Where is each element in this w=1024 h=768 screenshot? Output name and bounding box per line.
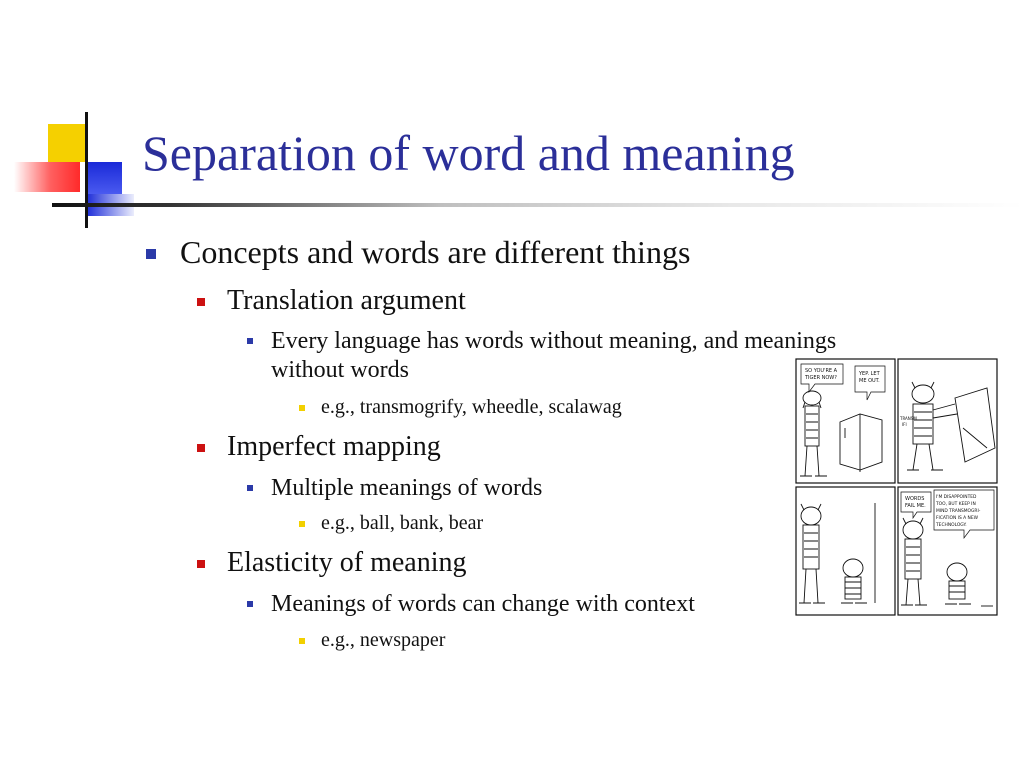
- title-underline: [52, 203, 1024, 207]
- bullet-text: Multiple meanings of words: [271, 475, 543, 501]
- bullet-text: Meanings of words can change with context: [271, 591, 695, 617]
- bullet-text: e.g., newspaper: [321, 629, 446, 651]
- decorative-yellow-square: [48, 124, 86, 162]
- bullet-level-3: [271, 474, 542, 503]
- slide-title: Separation of word and meaning: [142, 125, 795, 181]
- comic-box-label: IFI: [902, 422, 907, 427]
- comic-bubble-line: TECHNOLOGY.: [936, 523, 967, 528]
- bullet-square-icon: [197, 444, 205, 452]
- bullet-text: Elasticity of meaning: [227, 547, 467, 578]
- comic-bubble-line: FICATION IS A NEW: [936, 516, 978, 521]
- bullet-level-2: [227, 431, 441, 463]
- bullet-text-line: Every language has words without meaning, and meanings: [271, 328, 837, 354]
- comic-bubble-line: TOO, BUT KEEP IN: [936, 502, 976, 507]
- bullet-level-3: [271, 590, 695, 619]
- bullet-text-line: without words: [271, 357, 409, 383]
- decorative-red-bar: [14, 162, 80, 192]
- bullet-text: Imperfect mapping: [227, 431, 441, 462]
- decorative-vertical-line: [85, 112, 88, 228]
- bullet-text: e.g., transmogrify, wheedle, scalawag: [321, 396, 622, 418]
- comic-bubble-line: WORDS: [905, 496, 925, 502]
- comic-panel-3: [796, 487, 895, 615]
- bullet-text: Translation argument: [227, 285, 466, 316]
- bullet-level-4: [321, 512, 483, 535]
- bullet-level-4: [321, 629, 445, 652]
- bullet-level-2: [227, 285, 466, 317]
- bullet-level-4: [321, 396, 622, 419]
- comic-bubble-line: I'M DISAPPOINTED: [936, 495, 977, 500]
- bullet-square-icon: [299, 521, 305, 527]
- bullet-square-icon: [299, 638, 305, 644]
- bullet-level-3: [271, 327, 836, 385]
- comic-panel-2: [898, 359, 997, 483]
- bullet-square-icon: [299, 405, 305, 411]
- bullet-square-icon: [197, 298, 205, 306]
- comic-box-label: TRANSM: [900, 416, 917, 421]
- comic-bubble-line: TIGER NOW?: [805, 375, 837, 381]
- bullet-square-icon: [247, 485, 253, 491]
- bullet-square-icon: [146, 249, 156, 259]
- comic-panel-4: [898, 487, 997, 615]
- comic-bubble-line: MIND TRANSMOGRI-: [936, 509, 981, 514]
- bullet-level-2: [227, 547, 467, 579]
- comic-bubble-line: YEP. LET: [859, 371, 880, 377]
- comic-panel-1: [796, 359, 895, 483]
- bullet-square-icon: [247, 338, 253, 344]
- bullet-text: Concepts and words are different things: [180, 234, 691, 270]
- bullet-square-icon: [247, 601, 253, 607]
- bullet-level-1: [180, 234, 690, 271]
- comic-strip-image: [795, 358, 998, 616]
- comic-bubble-line: SO YOU'RE A: [805, 368, 838, 374]
- bullet-text: e.g., ball, bank, bear: [321, 512, 484, 534]
- comic-bubble-line: FAIL ME.: [905, 503, 926, 509]
- decorative-blue-square: [86, 162, 122, 194]
- bullet-square-icon: [197, 560, 205, 568]
- comic-bubble-line: ME OUT.: [859, 378, 880, 384]
